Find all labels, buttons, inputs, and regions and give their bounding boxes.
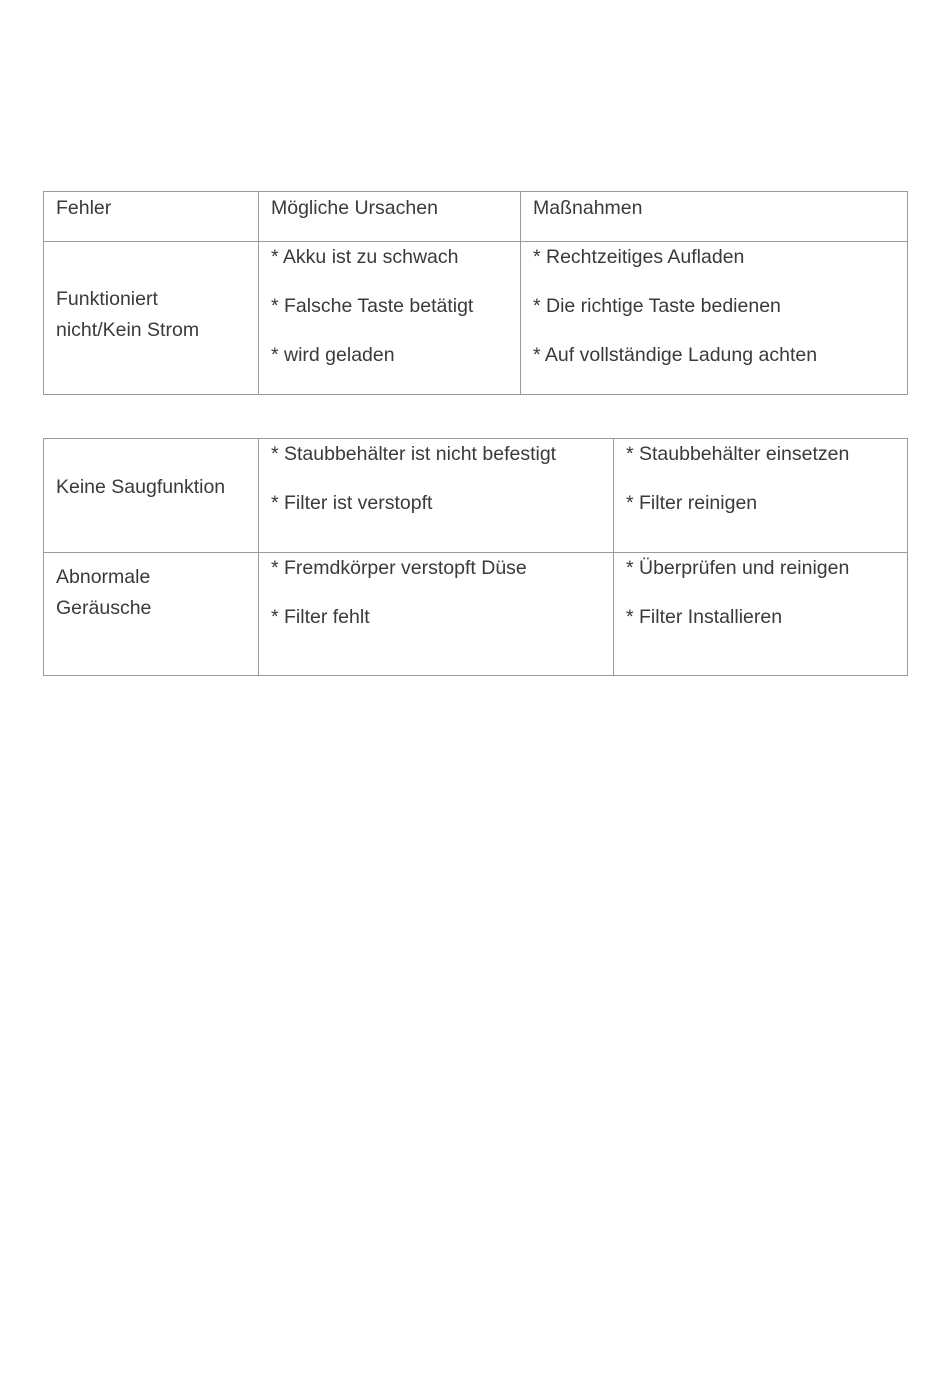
fault-cell: Funktioniert nicht/Kein Strom (44, 242, 259, 395)
cause-item: * Filter ist verstopft (271, 492, 433, 514)
header-measures: Maßnahmen (521, 192, 908, 242)
fault-cell: Abnormale Geräusche (44, 553, 259, 676)
table-row (44, 553, 908, 676)
troubleshooting-table-1 (43, 191, 908, 395)
cause-item: * Falsche Taste betätigt (271, 295, 474, 317)
causes-cell (259, 242, 521, 395)
header-causes: Mögliche Ursachen (259, 192, 521, 242)
measure-item: * Auf vollständige Ladung achten (533, 344, 818, 366)
table-row (44, 242, 908, 395)
cause-item: * Staubbehälter ist nicht befestigt (271, 443, 557, 465)
cause-item: * Filter fehlt (271, 606, 370, 628)
measure-item: * Staubbehälter einsetzen (626, 443, 850, 465)
table-row (44, 439, 908, 553)
measures-cell (614, 439, 908, 553)
measure-item: * Filter reinigen (626, 492, 758, 514)
fault-cell: Keine Saugfunktion (44, 439, 259, 553)
troubleshooting-table-2 (43, 438, 908, 676)
measure-item: * Rechtzeitiges Aufladen (533, 246, 745, 268)
cause-item: * Fremdkörper verstopft Düse (271, 557, 527, 579)
cause-item: * wird geladen (271, 344, 395, 366)
cause-item: * Akku ist zu schwach (271, 246, 459, 268)
measure-item: * Überprüfen und reinigen (626, 557, 850, 579)
table-header-row (44, 192, 908, 242)
measures-cell (614, 553, 908, 676)
measures-cell (521, 242, 908, 395)
measure-item: * Filter Installieren (626, 606, 783, 628)
header-fault: Fehler (44, 192, 259, 242)
measure-item: * Die richtige Taste bedienen (533, 295, 781, 317)
causes-cell (259, 439, 614, 553)
causes-cell (259, 553, 614, 676)
